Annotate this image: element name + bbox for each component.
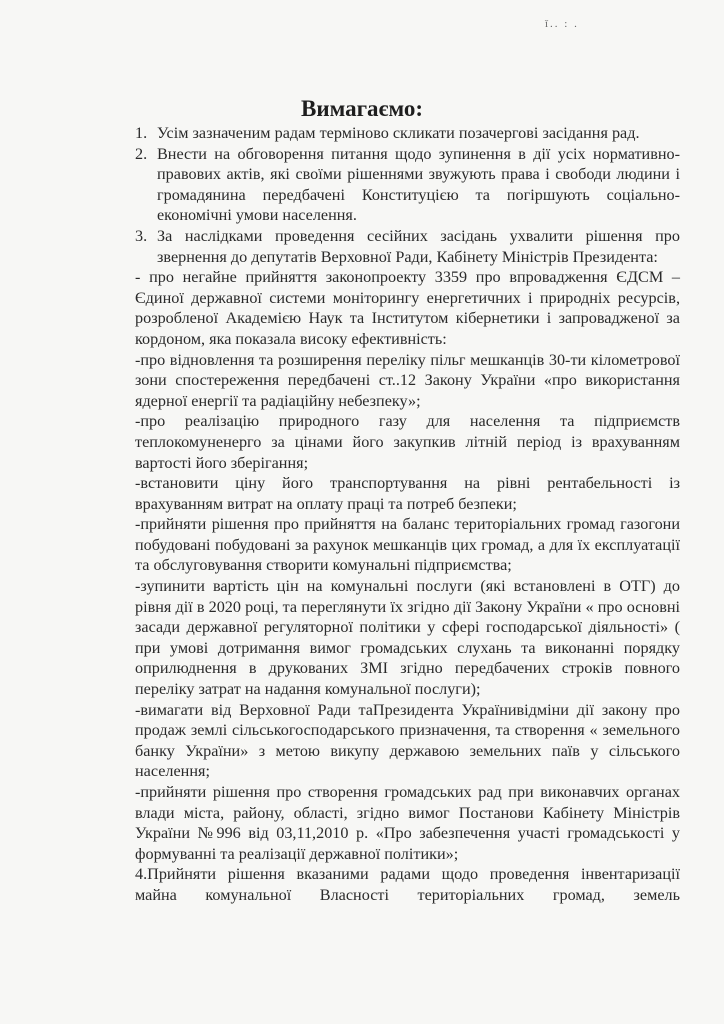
document-body bbox=[135, 123, 680, 906]
paragraph-public-councils: -прийняти рішення про створення громадських рад при виконавчих органах влади міста, району, області, згідно вимог Постанови Кабінету Міністрів України №996 від 03,11,2010 р. «Про забезпечення участі громадськості у формуванні та реалізації державної політики»; bbox=[135, 783, 680, 863]
paragraph-land-sale: -вимагати від Верховної Ради таПрезидента Українивідміни дії закону про продаж землі сільськогосподарського призначення, та створення « земельного банку України» з метою викупу державою земельних паїв у сільського населення; bbox=[135, 700, 680, 781]
paragraph-gas-sale: -про реалізацію природного газу для населення та підприємств теплокомуненерго за цінами його закупкив літній період із врахуванням вартості його зберігання; bbox=[135, 412, 680, 472]
item-number: 3. bbox=[135, 226, 148, 245]
item-text: Усім зазначеним радам терміново скликати позачергові засідання рад. bbox=[157, 124, 640, 142]
paragraph-bill-3359: - про негайне прийняття законопроекту 3359 про впровадження ЄДСМ – Єдиної державної системи моніторингу енергетичних і природніх ресурсів, розробленої Академією Наук та Інститутом кібернетики і запровадженої за кордоном, яка показала високу ефективність: bbox=[135, 268, 680, 348]
item-number: 1. bbox=[135, 124, 148, 142]
item-text: За наслідками проведення сесійних засідань ухвалити рішення про звернення до депутатів Верховної Ради, Кабінету Міністрів Президента: bbox=[157, 226, 680, 266]
document-title: Вимагаємо: bbox=[300, 96, 423, 121]
paragraph-transport-price: -встановити ціну його транспортування на рівні рентабельності із врахуванням витрат на оплату праці та потреб безпеки; bbox=[135, 474, 680, 513]
paragraph-inventory: 4.Прийняти рішення вказаними радами щодо проведення інвентаризації майна комунальної Власності територіальних громад, земель bbox=[135, 865, 680, 904]
item-number: 2. bbox=[135, 144, 148, 163]
corner-mark: ǐ.. : . bbox=[545, 18, 579, 30]
list-item-3 bbox=[135, 226, 680, 267]
list-item-2 bbox=[135, 144, 680, 226]
paragraph-utility-prices: -зупинити вартість цін на комунальні послуги (які встановлені в ОТГ) до рівня дії в 2020 році, та переглянути їх згідно дії Закону України « про основні засади державної регуляторної політики у сфері господарської діяльності» ( при умові дотримання вимог громадських слухань та виконанні порядку оприлюднення в друкованих ЗМІ згідно передбачених строків повного переліку затрат на надання комунальної послуги); bbox=[135, 577, 680, 699]
paragraph-benefits: -про відновлення та розширення переліку пільг мешканців 30-ти кілометрової зони спостереження передбачені ст..12 Закону України «про використання ядерної енергії та радіаційну небезпеку»; bbox=[135, 350, 680, 410]
paragraph-gas-pipelines: -прийняти рішення про прийняття на баланс територіальних громад газогони побудовані побудовані за рахунок мешканців цих громад, а для їх експлуатації та обслуговування створити комунальні підприємства; bbox=[135, 515, 680, 575]
item-text: Внести на обговорення питання щодо зупинення в дії усіх нормативно-правових актів, які своїми рішеннями звужують права і свободи людини і громадянина передбачені Конституцією та погіршують соціально- економічні умови населення. bbox=[157, 144, 680, 225]
list-item-1 bbox=[135, 123, 680, 144]
